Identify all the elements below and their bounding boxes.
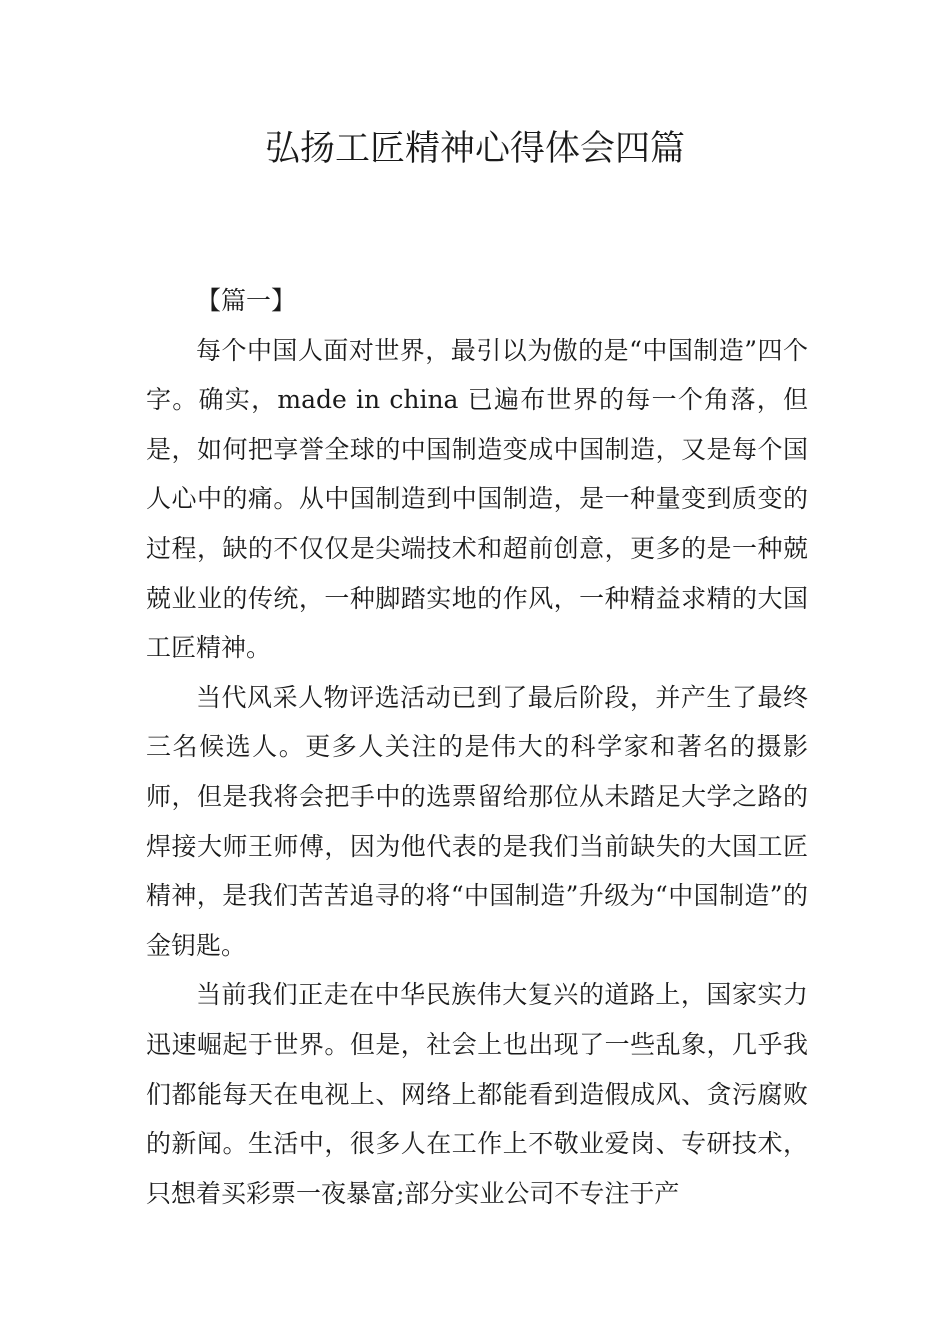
paragraph-1: 每个中国人面对世界，最引以为傲的是“中国制造”四个字。确实，made in china 已遍布世界的每一个角落，但是，如何把享誉全球的中国制造变成中国制造，又是每个国人心中的痛。从中国制造到中国制造，是一种量变到质变的过程，缺的不仅仅是尖端技术和超前创意，更多的是一种兢兢业业的传统，一种脚踏实地的作风，一种精益求精的大国工匠精神。 [146, 335, 808, 663]
document-body [146, 276, 808, 1218]
section-heading: 【篇一】 [196, 286, 297, 315]
paragraph-2: 当代风采人物评选活动已到了最后阶段，并产生了最终三名候选人。更多人关注的是伟大的科学家和著名的摄影师，但是我将会把手中的选票留给那位从未踏足大学之路的焊接大师王师傅，因为他代表的是我们当前缺失的大国工匠精神，是我们苦苦追寻的将“中国制造”升级为“中国制造”的金钥匙。 [146, 682, 808, 960]
paragraph-3: 当前我们正走在中华民族伟大复兴的道路上，国家实力迅速崛起于世界。但是，社会上也出现了一些乱象，几乎我们都能每天在电视上、网络上都能看到造假成风、贪污腐败的新闻。生活中，很多人在工作上不敬业爱岗、专研技术，只想着买彩票一夜暴富;部分实业公司不专注于产 [146, 980, 808, 1208]
document-title: 弘扬工匠精神心得体会四篇 [264, 129, 685, 169]
